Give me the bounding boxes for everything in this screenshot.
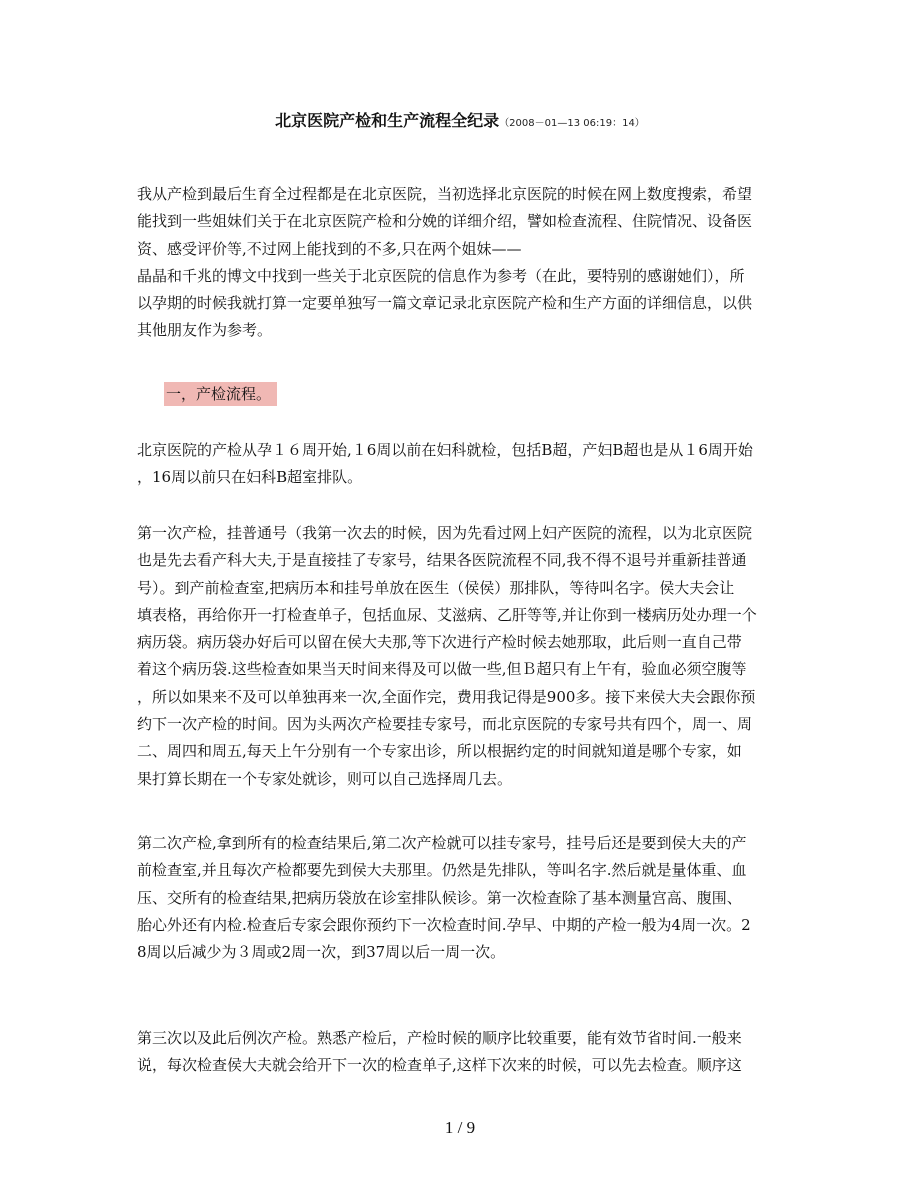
paragraph-line: 我从产检到最后生育全过程都是在北京医院，当初选择北京医院的时候在网上数度搜索，希望: [137, 185, 753, 203]
paragraph-line: 着这个病历袋.这些检查如果当天时间来得及可以做一些,但Ｂ超只有上午有，验血必须空腹等: [137, 660, 747, 679]
paragraph-line: 胎心外还有内检.检查后专家会跟你预约下一次检查时间.孕早、中期的产检一般为4周一次。2: [137, 915, 751, 934]
page-number: 1 / 9: [444, 1118, 476, 1137]
paragraph-line: 二、周四和周五,每天上午分别有一个专家出诊，所以根据约定的时间就知道是哪个专家，如: [137, 742, 742, 761]
document-title-line: [0, 108, 920, 131]
paragraph-line: 资、感受评价等,不过网上能找到的不多,只在两个姐妹——: [137, 239, 522, 258]
paragraph-line: 晶晶和千兆的博文中找到一些关于北京医院的信息作为参考（在此，要特别的感谢她们），所: [137, 266, 745, 285]
paragraph-line: 压、交所有的检查结果,把病历袋放在诊室排队候诊。第一次检查除了基本测量宫高、腹围、: [137, 888, 742, 907]
paragraph-start-week: [137, 437, 785, 492]
paragraph-line: 果打算长期在一个专家处就诊，则可以自己选择周几去。: [137, 769, 513, 788]
paragraph-line: 其他朋友作为参考。: [137, 321, 273, 340]
section-heading: 一，产检流程。: [164, 382, 277, 406]
paragraph-line: 第二次产检,拿到所有的检查结果后,第二次产检就可以挂专家号，挂号后还是要到侯大夫的产: [137, 834, 747, 852]
paragraph-later-checkups: [137, 1025, 785, 1080]
paragraph-line: 北京医院的产检从孕１６周开始,１6周以前在妇科就检，包括B超，产妇B超也是从１6周开始: [137, 441, 753, 459]
paragraph-second-checkup: [137, 830, 785, 966]
paragraph-line: 约下一次产检的时间。因为头两次产检要挂专家号，而北京医院的专家号共有四个，周一、周: [137, 715, 753, 734]
document-title: 北京医院产检和生产流程全纪录: [275, 111, 500, 130]
paragraph-line: 填表格，再给你开一打检查单子，包括血尿、艾滋病、乙肝等等,并让你到一楼病历处办理一个: [137, 605, 757, 624]
paragraph-line: 能找到一些姐妹们关于在北京医院产检和分娩的详细介绍，譬如检查流程、住院情况、设备医: [137, 212, 753, 231]
paragraph-line: 第一次产检，挂普通号（我第一次去的时候，因为先看过网上妇产医院的流程，以为北京医院: [137, 524, 753, 542]
paragraph-line: 以孕期的时候我就打算一定要单独写一篇文章记录北京医院产检和生产方面的详细信息，以供: [137, 294, 753, 313]
paragraph-line: ，16周以前只在妇科B超室排队。: [137, 468, 363, 487]
paragraph-intro: [137, 181, 785, 345]
paragraph-line: 8周以后减少为３周或2周一次，到37周以后一周一次。: [137, 943, 506, 962]
paragraph-line: 病历袋。病历袋办好后可以留在侯大夫那,等下次进行产检时候去她那取，此后则一直自己带: [137, 633, 742, 652]
paragraph-line: 前检查室,并且每次产检都要先到侯大夫那里。仍然是先排队，等叫名字.然后就是量体重、血: [137, 861, 747, 880]
paragraph-line: 说，每次检查侯大夫就会给开下一次的检查单子,这样下次来的时候，可以先去检查。顺序这: [137, 1056, 742, 1075]
paragraph-line: 号）。到产前检查室,把病历本和挂号单放在医生（侯侯）那排队，等待叫名字。侯大夫会让: [137, 578, 735, 597]
paragraph-line: 也是先去看产科大夫,于是直接挂了专家号，结果各医院流程不同,我不得不退号并重新挂普通: [137, 551, 747, 570]
paragraph-line: 第三次以及此后例次产检。熟悉产检后，产检时候的顺序比较重要，能有效节省时间.一般来: [137, 1029, 742, 1047]
paragraph-first-checkup: [137, 520, 785, 793]
paragraph-line: ，所以如果来不及可以单独再来一次,全面作完，费用我记得是900多。接下来侯大夫会跟你预: [137, 687, 756, 706]
document-date: （2008－01—13 06:19：14）: [499, 118, 645, 129]
